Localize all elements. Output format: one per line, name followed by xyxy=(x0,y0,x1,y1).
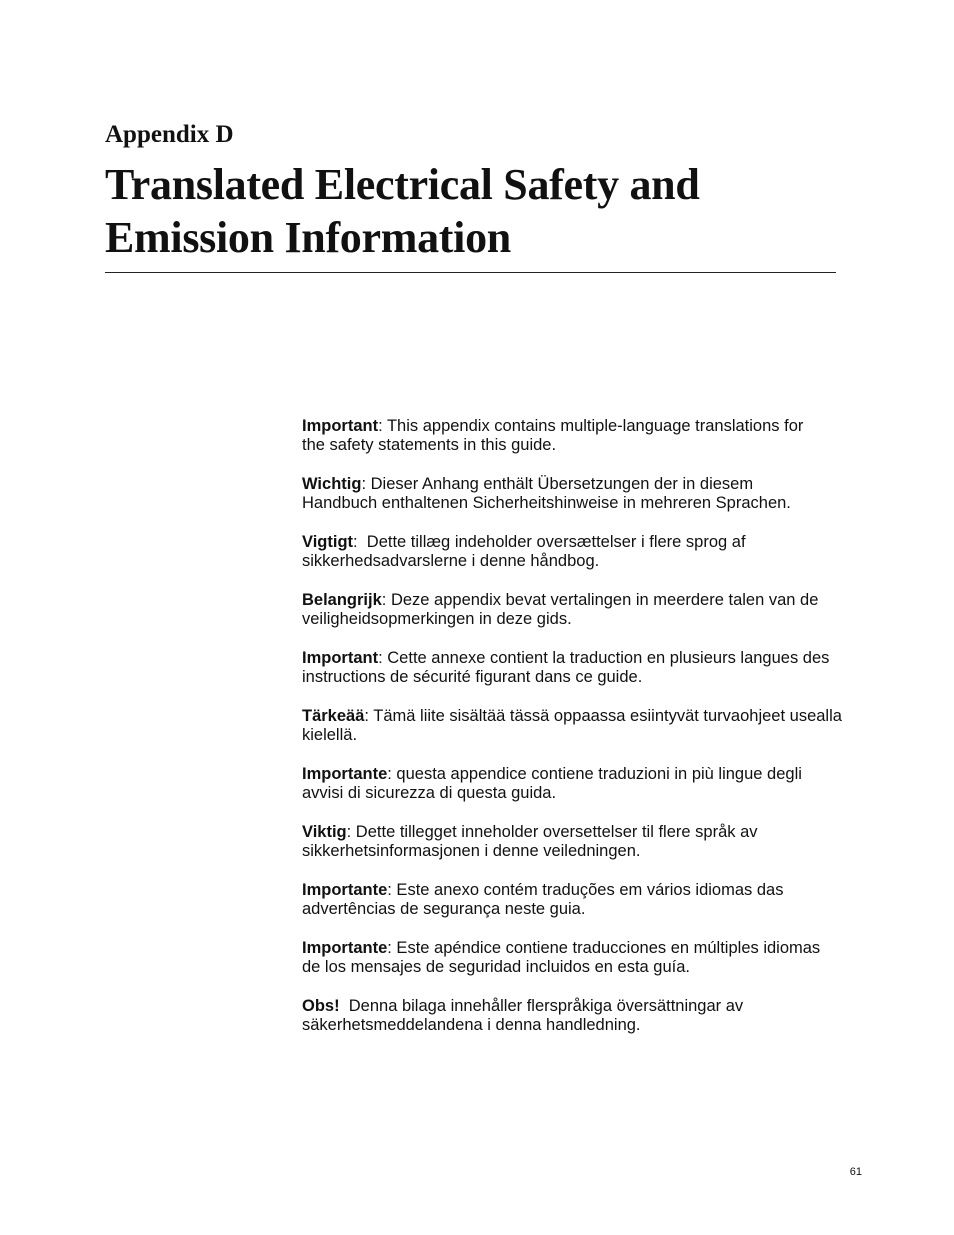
notice-text: : This appendix contains multiple-language translations for the safety statements in this guide. xyxy=(302,417,804,454)
notice-text: : questa appendice contiene traduzioni in più lingue degli avvisi di sicurezza di questa guida. xyxy=(302,765,802,802)
notice-term: Importante xyxy=(302,939,388,957)
notice-portuguese xyxy=(302,881,872,919)
notice-english xyxy=(302,417,872,455)
title-divider xyxy=(105,272,836,273)
notice-text: : Este anexo contém traduções em vários idiomas das advertências de segurança neste guia. xyxy=(302,881,784,918)
page-title xyxy=(105,158,836,264)
chapter-header xyxy=(105,120,836,264)
notice-german xyxy=(302,475,872,513)
title-line: Emission Information xyxy=(105,213,511,262)
notice-text: : Cette annexe contient la traduction en plusieurs langues des instructions de sécurité figurant dans ce guide. xyxy=(302,649,830,686)
notice-term: Importante xyxy=(302,765,388,783)
translated-notices xyxy=(302,417,872,1055)
notice-dutch xyxy=(302,591,872,629)
notice-swedish xyxy=(302,997,872,1035)
notice-italian xyxy=(302,765,872,803)
notice-danish xyxy=(302,533,872,571)
notice-term: Obs! xyxy=(302,997,340,1015)
notice-term: Tärkeää xyxy=(302,707,365,725)
notice-term: Important xyxy=(302,649,379,667)
notice-text: : Este apéndice contiene traducciones en múltiples idiomas de los mensajes de seguridad incluidos en esta guía. xyxy=(302,939,821,976)
notice-term: Vigtigt xyxy=(302,533,354,551)
appendix-label: Appendix D xyxy=(105,121,234,148)
notice-term: Wichtig xyxy=(302,475,362,493)
notice-text: : Tämä liite sisältää tässä oppaassa esiintyvät turvaohjeet usealla kielellä. xyxy=(302,707,842,744)
notice-finnish xyxy=(302,707,872,745)
notice-text: : Deze appendix bevat vertalingen in meerdere talen van de veiligheidsopmerkingen in deze gids. xyxy=(302,591,819,628)
notice-text: : Dette tillegget inneholder oversettelser til flere språk av sikkerhetsinformasjonen i denne veiledningen. xyxy=(302,823,758,860)
notice-term: Important xyxy=(302,417,379,435)
notice-spanish xyxy=(302,939,872,977)
notice-text: Denna bilaga innehåller flerspråkiga översättningar av säkerhetsmeddelandena i denna handledning. xyxy=(302,997,744,1034)
title-line: Translated Electrical Safety and xyxy=(105,160,700,209)
notice-norwegian xyxy=(302,823,872,861)
notice-term: Importante xyxy=(302,881,388,899)
notice-text: : Dette tillæg indeholder oversættelser i flere sprog af sikkerhedsadvarslerne i denne håndbog. xyxy=(302,533,746,570)
notice-french xyxy=(302,649,872,687)
page-number: 61 xyxy=(849,1166,862,1178)
notice-term: Viktig xyxy=(302,823,347,841)
notice-term: Belangrijk xyxy=(302,591,382,609)
notice-text: : Dieser Anhang enthält Übersetzungen der in diesem Handbuch enthaltenen Sicherheitshinweise in mehreren Sprachen. xyxy=(302,475,791,512)
